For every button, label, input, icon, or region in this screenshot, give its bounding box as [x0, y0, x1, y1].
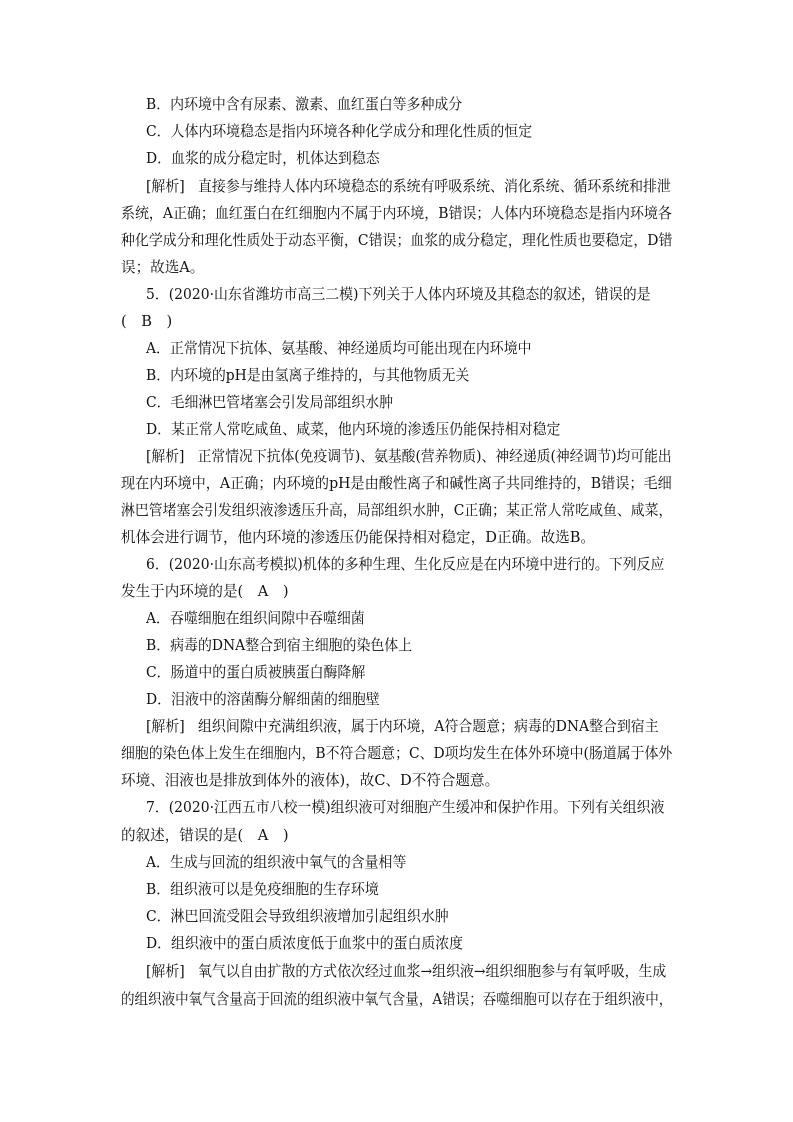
analysis-label: [解析] — [146, 178, 185, 195]
q5-analysis-line-2: 现在内环境中，A正确；内环境的pH是由酸性离子和碱性离子共同维持的，B错误；毛细 — [121, 475, 672, 492]
q7-option-d: D．组织液中的蛋白质浓度低于血浆中的蛋白质浓度 — [146, 935, 464, 952]
q6-analysis-line-3: 环境、泪液也是排放到体外的液体)，故C、D不符合题意。 — [121, 772, 500, 789]
q6-analysis-line-1 — [146, 717, 672, 737]
q7-option-a: A．生成与回流的组织液中氧气的含量相等 — [146, 854, 407, 871]
analysis-text: 正常情况下抗体(免疫调节)、氨基酸(营养物质)、神经递质(神经调节)均可能出 — [197, 448, 672, 465]
q7-option-b: B．组织液可以是免疫细胞的生存环境 — [146, 881, 379, 898]
q4-analysis-line-4: 误；故选A。 — [121, 259, 205, 276]
q4-option-c: C．人体内环境稳态是指内环境各种化学成分和理化性质的恒定 — [146, 123, 533, 140]
q5-analysis-line-4: 机体会进行调节，他内环境的渗透压仍能保持相对稳定，D正确。故选B。 — [121, 529, 595, 546]
q7-stem-line-1: 7．(2020·江西五市八校一模)组织液可对细胞产生缓冲和保护作用。下列有关组织液 — [146, 799, 665, 816]
q4-option-b: B．内环境中含有尿素、激素、血红蛋白等多种成分 — [146, 96, 463, 113]
q5-option-c: C．毛细淋巴管堵塞会引发局部组织水肿 — [146, 394, 394, 411]
q7-analysis-line-1 — [146, 962, 672, 982]
q4-analysis-line-2: 系统，A正确；血红蛋白在红细胞内不属于内环境，B错误；人体内环境稳态是指内环境各 — [121, 205, 672, 222]
q6-option-a: A．吞噬细胞在组织间隙中吞噬细菌 — [146, 610, 365, 627]
q6-option-c: C．肠道中的蛋白质被胰蛋白酶降解 — [146, 664, 366, 681]
q6-stem-line-2: 发生于内环境的是( A ) — [121, 583, 289, 600]
q5-stem-line-1: 5．(2020·山东省潍坊市高三二模)下列关于人体内环境及其稳态的叙述，错误的是 — [146, 286, 651, 303]
analysis-text: 组织间隙中充满组织液，属于内环境，A符合题意；病毒的DNA整合到宿主 — [198, 718, 659, 735]
q6-option-d: D．泪液中的溶菌酶分解细菌的细胞壁 — [146, 691, 380, 708]
q6-option-b: B．病毒的DNA整合到宿主细胞的染色体上 — [146, 637, 413, 654]
q5-analysis-line-3: 淋巴管堵塞会引发组织液渗透压升高，局部组织水肿，C正确；某正常人常吃咸鱼、咸菜， — [121, 502, 673, 519]
q5-analysis-line-1 — [146, 447, 672, 467]
analysis-label: [解析] — [146, 448, 185, 465]
analysis-label: [解析] — [146, 963, 185, 980]
analysis-label: [解析] — [146, 718, 185, 735]
q6-analysis-line-2: 细胞的染色体上发生在细胞内，B不符合题意；C、D项均发生在体外环境中(肠道属于体外 — [121, 745, 673, 762]
analysis-text: 氧气以自由扩散的方式依次经过血浆→组织液→组织细胞参与有氧呼吸，生成 — [198, 963, 667, 980]
q5-option-d: D．某正常人常吃咸鱼、咸菜，他内环境的渗透压仍能保持相对稳定 — [146, 421, 561, 438]
q6-stem-line-1: 6．(2020·山东高考模拟)机体的多种生理、生化反应是在内环境中进行的。下列反应 — [146, 556, 665, 573]
q4-analysis-line-3: 种化学成分和理化性质处于动态平衡，C错误；血浆的成分稳定，理化性质也要稳定，D错 — [121, 232, 673, 249]
q7-analysis-line-2: 的组织液中氧气含量高于回流的组织液中氧气含量，A错误；吞噬细胞可以存在于组织液中， — [121, 991, 673, 1008]
q5-option-a: A．正常情况下抗体、氨基酸、神经递质均可能出现在内环境中 — [146, 340, 532, 357]
q4-option-d: D．血浆的成分稳定时，机体达到稳态 — [146, 150, 380, 167]
q5-option-b: B．内环境的pH是由氢离子维持的，与其他物质无关 — [146, 367, 470, 384]
q7-option-c: C．淋巴回流受阻会导致组织液增加引起组织水肿 — [146, 908, 449, 925]
q7-stem-line-2: 的叙述，错误的是( A ) — [121, 827, 289, 844]
q4-analysis-line-1 — [146, 177, 672, 197]
q5-answer: ( B ) — [121, 313, 173, 330]
analysis-text: 直接参与维持人体内环境稳态的系统有呼吸系统、消化系统、循环系统和排泄 — [198, 178, 671, 195]
